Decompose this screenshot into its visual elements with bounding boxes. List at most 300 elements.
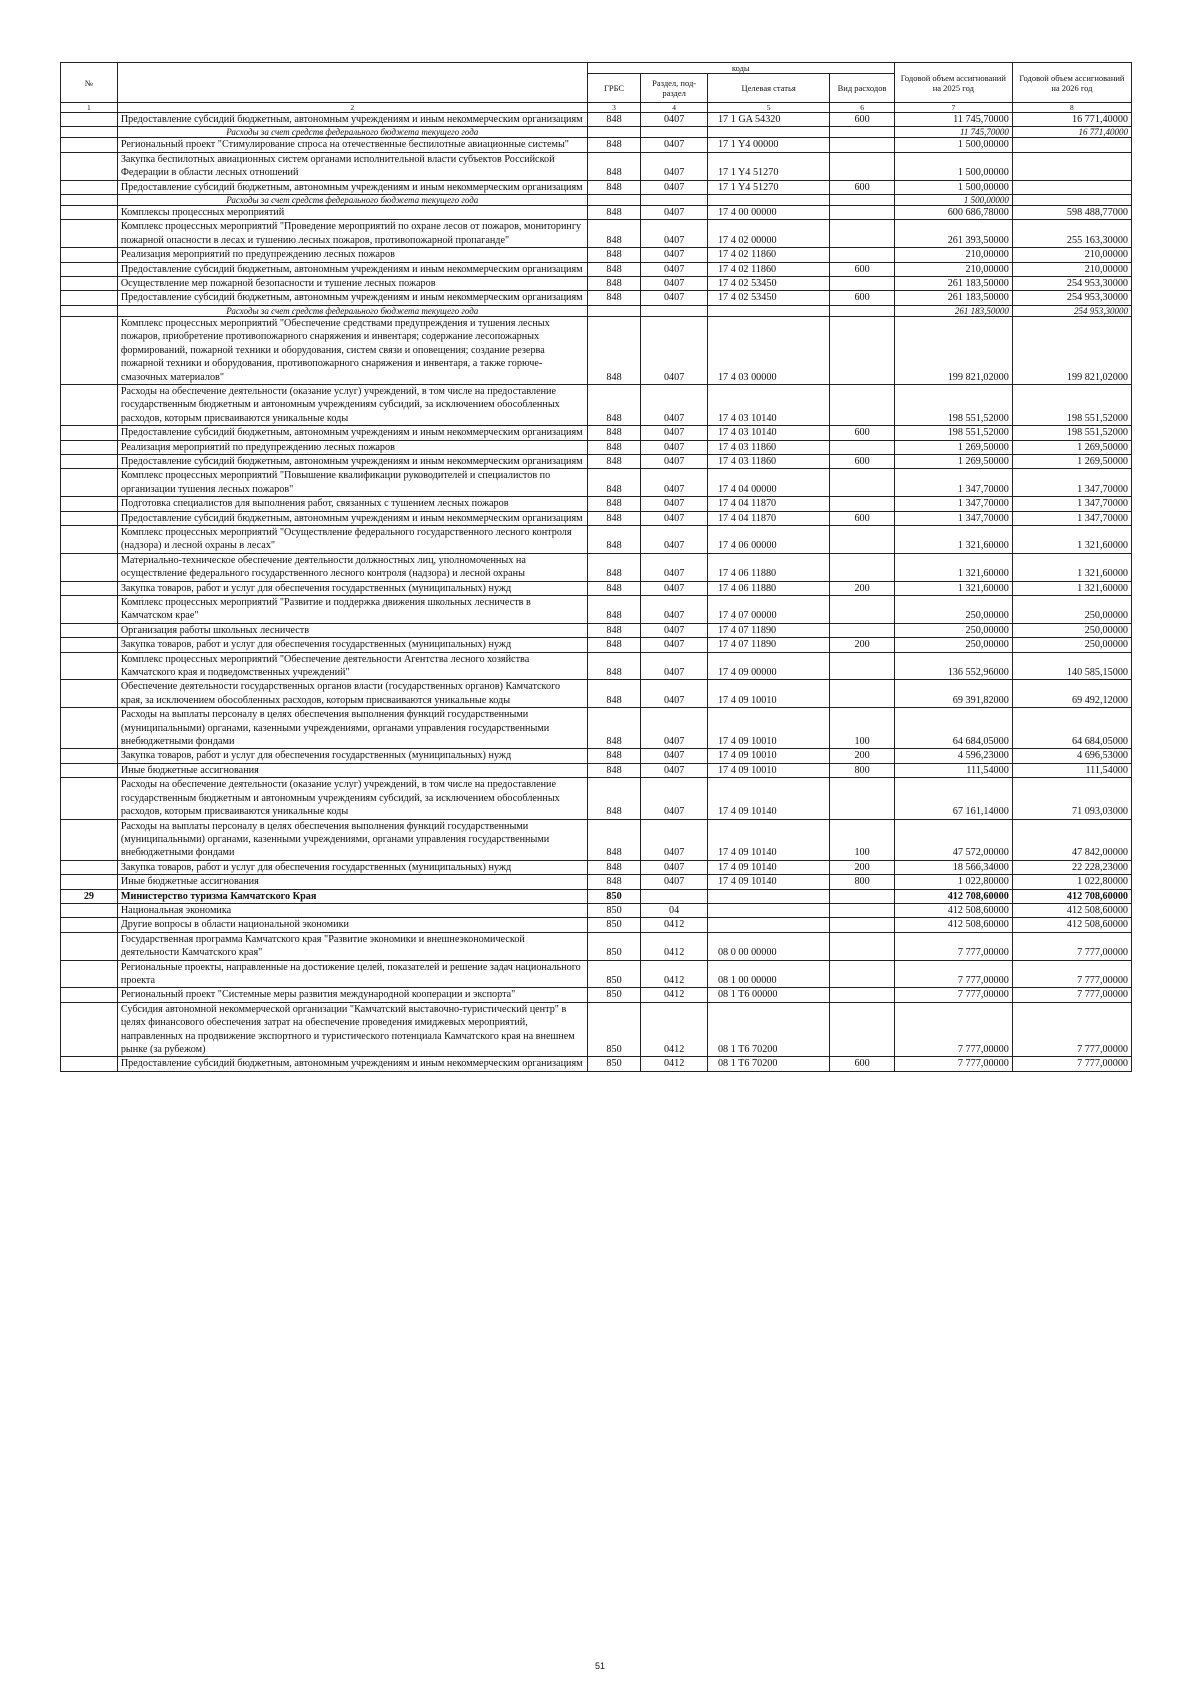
row-razdel: 0407 (641, 262, 708, 276)
row-grbs: 848 (587, 152, 641, 180)
row-number (61, 248, 118, 262)
table-row (61, 426, 1132, 440)
row-amount-2026: 198 551,52000 (1012, 426, 1131, 440)
row-vid: 600 (830, 454, 894, 468)
row-target: 17 4 02 11860 (707, 262, 829, 276)
row-number (61, 127, 118, 138)
row-vid: 800 (830, 763, 894, 777)
row-name: Расходы за счет средств федерального бюджета текущего года (117, 195, 587, 206)
row-razdel: 0407 (641, 553, 708, 581)
row-razdel: 0407 (641, 819, 708, 860)
row-amount-2026: 71 093,03000 (1012, 778, 1131, 819)
row-number (61, 206, 118, 220)
row-name: Комплекс процессных мероприятий "Осуществление федерального государственного лесного контроля (надзора) и лесной охраны в лесах" (117, 525, 587, 553)
row-number (61, 195, 118, 206)
row-amount-2025: 1 500,00000 (894, 180, 1012, 194)
row-target: 17 4 09 10010 (707, 749, 829, 763)
table-row (61, 889, 1132, 903)
table-row (61, 581, 1132, 595)
row-target (707, 889, 829, 903)
source-note-row (61, 305, 1132, 316)
row-target: 17 4 03 00000 (707, 316, 829, 384)
row-amount-2026: 250,00000 (1012, 596, 1131, 624)
row-grbs (587, 305, 641, 316)
row-vid (830, 127, 894, 138)
row-amount-2025: 7 777,00000 (894, 1057, 1012, 1071)
row-grbs: 848 (587, 291, 641, 305)
header-grbs: ГРБС (587, 74, 641, 103)
row-name: Материально-техническое обеспечение деятельности должностных лиц, уполномоченных на осуществление федерального государственного лесного контроля (надзора) и лесной охраны (117, 553, 587, 581)
row-amount-2025: 1 269,50000 (894, 454, 1012, 468)
row-grbs: 848 (587, 763, 641, 777)
row-grbs: 848 (587, 525, 641, 553)
row-amount-2026: 250,00000 (1012, 638, 1131, 652)
row-vid (830, 960, 894, 988)
row-number (61, 220, 118, 248)
table-row (61, 525, 1132, 553)
row-grbs: 848 (587, 596, 641, 624)
row-amount-2025: 1 500,00000 (894, 195, 1012, 206)
row-amount-2025: 1 347,70000 (894, 511, 1012, 525)
row-grbs: 848 (587, 454, 641, 468)
row-razdel: 0407 (641, 316, 708, 384)
header-vid: Вид расходов (830, 74, 894, 103)
row-grbs: 848 (587, 652, 641, 680)
row-number (61, 440, 118, 454)
row-name: Иные бюджетные ассигнования (117, 763, 587, 777)
table-row (61, 316, 1132, 384)
row-razdel (641, 127, 708, 138)
row-number (61, 638, 118, 652)
row-name: Субсидия автономной некоммерческой организации "Камчатский выставочно-туристический центр" в целях финансового обеспечения затрат на обеспечение проведения имиджевых мероприятий, направленных на продвижение экспортного и туристического потенциала Камчатского края на внешнем рынке (за рубежом) (117, 1002, 587, 1057)
row-name: Расходы на обеспечение деятельности (оказание услуг) учреждений, в том числе на предоставление государственным бюджетным и автономным учреждениям субсидий, за исключением обособленных расходов, которым присваиваются уникальные коды (117, 778, 587, 819)
row-vid (830, 220, 894, 248)
row-amount-2025: 7 777,00000 (894, 960, 1012, 988)
row-name: Расходы за счет средств федерального бюджета текущего года (117, 305, 587, 316)
row-amount-2026: 64 684,05000 (1012, 708, 1131, 749)
row-amount-2025: 250,00000 (894, 638, 1012, 652)
row-target (707, 918, 829, 932)
row-number (61, 426, 118, 440)
row-razdel: 0412 (641, 988, 708, 1002)
row-number (61, 384, 118, 425)
table-row (61, 152, 1132, 180)
row-vid (830, 623, 894, 637)
row-amount-2026: 69 492,12000 (1012, 680, 1131, 708)
row-vid (830, 918, 894, 932)
row-razdel: 0407 (641, 454, 708, 468)
row-amount-2025: 1 022,80000 (894, 875, 1012, 889)
row-grbs: 848 (587, 262, 641, 276)
row-vid: 600 (830, 511, 894, 525)
row-amount-2025: 1 321,60000 (894, 525, 1012, 553)
row-vid (830, 206, 894, 220)
budget-sheet (60, 62, 1132, 1072)
row-target: 17 4 04 11870 (707, 511, 829, 525)
row-grbs: 848 (587, 220, 641, 248)
row-amount-2026: 199 821,02000 (1012, 316, 1131, 384)
table-row (61, 113, 1132, 127)
table-row (61, 440, 1132, 454)
table-row (61, 918, 1132, 932)
row-name: Комплексы процессных мероприятий (117, 206, 587, 220)
row-name: Реализация мероприятий по предупреждению лесных пожаров (117, 248, 587, 262)
row-grbs: 848 (587, 553, 641, 581)
table-row (61, 638, 1132, 652)
row-name: Обеспечение деятельности государственных органов власти (государственных органов) Камчатского края, за исключением обособленных расходов, которым присваиваются уникальные коды (117, 680, 587, 708)
row-target (707, 195, 829, 206)
row-razdel: 0412 (641, 1002, 708, 1057)
row-amount-2025: 412 508,60000 (894, 903, 1012, 917)
row-amount-2025: 1 269,50000 (894, 440, 1012, 454)
row-number (61, 652, 118, 680)
row-amount-2025: 261 183,50000 (894, 291, 1012, 305)
row-amount-2026: 7 777,00000 (1012, 1057, 1131, 1071)
row-razdel: 0407 (641, 525, 708, 553)
row-number (61, 903, 118, 917)
row-amount-2025: 11 745,70000 (894, 113, 1012, 127)
row-name: Региональные проекты, направленные на достижение целей, показателей и решение задач национального проекта (117, 960, 587, 988)
row-number (61, 1002, 118, 1057)
table-row (61, 454, 1132, 468)
row-number (61, 708, 118, 749)
row-amount-2025: 7 777,00000 (894, 988, 1012, 1002)
row-amount-2026: 1 347,70000 (1012, 497, 1131, 511)
row-number (61, 875, 118, 889)
row-number (61, 316, 118, 384)
row-target: 17 4 06 00000 (707, 525, 829, 553)
row-grbs: 848 (587, 511, 641, 525)
row-amount-2026: 1 321,60000 (1012, 525, 1131, 553)
row-grbs: 850 (587, 889, 641, 903)
row-razdel: 0407 (641, 248, 708, 262)
row-target: 17 4 03 11860 (707, 440, 829, 454)
row-number: 29 (61, 889, 118, 903)
row-vid: 600 (830, 1057, 894, 1071)
row-amount-2026: 254 953,30000 (1012, 291, 1131, 305)
row-grbs (587, 127, 641, 138)
header-name (117, 63, 587, 103)
row-target: 17 4 07 11890 (707, 623, 829, 637)
row-vid (830, 469, 894, 497)
row-name: Предоставление субсидий бюджетным, автономным учреждениям и иным некоммерческим организациям (117, 291, 587, 305)
row-name: Государственная программа Камчатского края "Развитие экономики и внешнеэкономической деятельности Камчатского края" (117, 932, 587, 960)
table-body (61, 113, 1132, 1072)
row-amount-2026: 1 321,60000 (1012, 581, 1131, 595)
row-amount-2026: 1 347,70000 (1012, 469, 1131, 497)
row-target: 17 4 09 10010 (707, 763, 829, 777)
row-amount-2026: 254 953,30000 (1012, 277, 1131, 291)
row-amount-2025: 64 684,05000 (894, 708, 1012, 749)
table-row (61, 220, 1132, 248)
row-amount-2026: 111,54000 (1012, 763, 1131, 777)
row-grbs (587, 195, 641, 206)
row-target: 17 4 03 11860 (707, 454, 829, 468)
row-razdel: 0407 (641, 384, 708, 425)
row-razdel: 0407 (641, 680, 708, 708)
table-row (61, 497, 1132, 511)
row-target: 17 1 Y4 51270 (707, 152, 829, 180)
row-amount-2025: 261 183,50000 (894, 305, 1012, 316)
row-grbs: 850 (587, 988, 641, 1002)
row-number (61, 277, 118, 291)
row-number (61, 918, 118, 932)
row-razdel: 0407 (641, 291, 708, 305)
row-target (707, 305, 829, 316)
row-razdel: 0407 (641, 206, 708, 220)
row-amount-2025: 198 551,52000 (894, 426, 1012, 440)
row-grbs: 848 (587, 180, 641, 194)
row-vid (830, 680, 894, 708)
row-number (61, 180, 118, 194)
row-amount-2026: 1 321,60000 (1012, 553, 1131, 581)
row-target: 17 4 09 10010 (707, 708, 829, 749)
row-vid (830, 138, 894, 152)
row-target: 08 1 T6 00000 (707, 988, 829, 1002)
row-target (707, 903, 829, 917)
row-grbs: 848 (587, 277, 641, 291)
row-razdel: 0412 (641, 932, 708, 960)
row-amount-2026: 16 771,40000 (1012, 113, 1131, 127)
row-razdel: 0407 (641, 860, 708, 874)
row-razdel: 0407 (641, 440, 708, 454)
table-row (61, 819, 1132, 860)
column-number: 7 (894, 103, 1012, 113)
row-target: 17 4 09 10140 (707, 778, 829, 819)
row-target (707, 127, 829, 138)
row-razdel: 0407 (641, 138, 708, 152)
row-amount-2026: 412 508,60000 (1012, 903, 1131, 917)
table-row (61, 1057, 1132, 1071)
table-row (61, 875, 1132, 889)
column-number: 5 (707, 103, 829, 113)
row-target: 17 4 07 00000 (707, 596, 829, 624)
row-number (61, 988, 118, 1002)
row-grbs: 848 (587, 384, 641, 425)
row-grbs: 848 (587, 875, 641, 889)
row-target: 17 4 03 10140 (707, 426, 829, 440)
row-amount-2025: 1 321,60000 (894, 581, 1012, 595)
row-vid (830, 932, 894, 960)
table-row (61, 680, 1132, 708)
row-razdel: 0407 (641, 778, 708, 819)
row-target: 17 4 00 00000 (707, 206, 829, 220)
row-number (61, 623, 118, 637)
row-grbs: 848 (587, 623, 641, 637)
row-number (61, 778, 118, 819)
row-amount-2026: 1 269,50000 (1012, 440, 1131, 454)
row-vid (830, 778, 894, 819)
row-amount-2026 (1012, 138, 1131, 152)
table-row (61, 553, 1132, 581)
row-grbs: 850 (587, 1057, 641, 1071)
row-grbs: 848 (587, 316, 641, 384)
row-name: Предоставление субсидий бюджетным, автономным учреждениям и иным некоммерческим организациям (117, 113, 587, 127)
row-name: Иные бюджетные ассигнования (117, 875, 587, 889)
row-razdel (641, 889, 708, 903)
table-row (61, 262, 1132, 276)
row-razdel: 0407 (641, 426, 708, 440)
table-row (61, 988, 1132, 1002)
row-vid (830, 384, 894, 425)
column-number: 8 (1012, 103, 1131, 113)
row-amount-2026: 198 551,52000 (1012, 384, 1131, 425)
row-vid (830, 889, 894, 903)
table-row (61, 778, 1132, 819)
row-vid (830, 652, 894, 680)
row-razdel: 0407 (641, 875, 708, 889)
row-vid (830, 316, 894, 384)
table-row (61, 652, 1132, 680)
table-row (61, 960, 1132, 988)
row-grbs: 848 (587, 426, 641, 440)
row-name: Комплекс процессных мероприятий "Проведение мероприятий по охране лесов от пожаров, мониторингу пожарной опасности в лесах и тушению лесных пожаров, противопожарной пропаганде" (117, 220, 587, 248)
row-name: Закупка товаров, работ и услуг для обеспечения государственных (муниципальных) нужд (117, 749, 587, 763)
row-target: 17 4 07 11890 (707, 638, 829, 652)
row-razdel: 0407 (641, 652, 708, 680)
row-razdel: 0407 (641, 152, 708, 180)
row-target: 17 4 06 11880 (707, 553, 829, 581)
source-note-row (61, 127, 1132, 138)
row-number (61, 305, 118, 316)
row-grbs: 848 (587, 497, 641, 511)
row-grbs: 850 (587, 960, 641, 988)
row-grbs: 848 (587, 749, 641, 763)
row-amount-2026: 22 228,23000 (1012, 860, 1131, 874)
row-amount-2026: 7 777,00000 (1012, 932, 1131, 960)
row-number (61, 291, 118, 305)
row-vid: 200 (830, 638, 894, 652)
row-name: Подготовка специалистов для выполнения работ, связанных с тушением лесных пожаров (117, 497, 587, 511)
header-num: № (61, 63, 118, 103)
row-amount-2026 (1012, 180, 1131, 194)
row-number (61, 819, 118, 860)
row-grbs: 848 (587, 680, 641, 708)
table-row (61, 206, 1132, 220)
row-amount-2025: 136 552,96000 (894, 652, 1012, 680)
table-row (61, 903, 1132, 917)
row-amount-2025: 250,00000 (894, 596, 1012, 624)
header-2025: Годовой объем ассигнований на 2025 год (894, 63, 1012, 103)
row-razdel: 0407 (641, 749, 708, 763)
table-row (61, 138, 1132, 152)
budget-table (60, 62, 1132, 1072)
row-amount-2025: 198 551,52000 (894, 384, 1012, 425)
row-number (61, 511, 118, 525)
row-name: Комплекс процессных мероприятий "Развитие и поддержка движения школьных лесничеств в Камчатском крае" (117, 596, 587, 624)
row-razdel: 0412 (641, 918, 708, 932)
row-amount-2026: 412 708,60000 (1012, 889, 1131, 903)
row-amount-2026: 16 771,40000 (1012, 127, 1131, 138)
column-number: 3 (587, 103, 641, 113)
row-razdel: 04 (641, 903, 708, 917)
table-row (61, 291, 1132, 305)
row-amount-2025: 7 777,00000 (894, 1002, 1012, 1057)
row-vid (830, 305, 894, 316)
row-number (61, 152, 118, 180)
row-vid (830, 497, 894, 511)
row-target: 17 1 Y4 00000 (707, 138, 829, 152)
row-grbs: 848 (587, 778, 641, 819)
row-amount-2025: 47 572,00000 (894, 819, 1012, 860)
row-target: 17 4 03 10140 (707, 384, 829, 425)
table-row (61, 596, 1132, 624)
row-target: 17 1 GA 54320 (707, 113, 829, 127)
column-number: 2 (117, 103, 587, 113)
row-name: Предоставление субсидий бюджетным, автономным учреждениям и иным некоммерческим организациям (117, 262, 587, 276)
row-amount-2026: 254 953,30000 (1012, 305, 1131, 316)
row-target: 17 4 04 11870 (707, 497, 829, 511)
row-name: Предоставление субсидий бюджетным, автономным учреждениям и иным некоммерческим организациям (117, 1057, 587, 1071)
row-number (61, 596, 118, 624)
row-amount-2025: 412 708,60000 (894, 889, 1012, 903)
row-vid: 100 (830, 819, 894, 860)
row-name: Министерство туризма Камчатского Края (117, 889, 587, 903)
row-grbs: 848 (587, 206, 641, 220)
row-amount-2026 (1012, 195, 1131, 206)
row-name: Предоставление субсидий бюджетным, автономным учреждениям и иным некоммерческим организациям (117, 511, 587, 525)
row-razdel (641, 305, 708, 316)
row-vid (830, 525, 894, 553)
row-grbs: 850 (587, 1002, 641, 1057)
row-razdel: 0407 (641, 581, 708, 595)
row-name: Закупка товаров, работ и услуг для обеспечения государственных (муниципальных) нужд (117, 581, 587, 595)
row-target: 17 4 04 00000 (707, 469, 829, 497)
row-name: Расходы за счет средств федерального бюджета текущего года (117, 127, 587, 138)
row-number (61, 113, 118, 127)
row-amount-2025: 111,54000 (894, 763, 1012, 777)
row-amount-2026: 598 488,77000 (1012, 206, 1131, 220)
row-razdel: 0407 (641, 596, 708, 624)
row-vid: 200 (830, 581, 894, 595)
row-grbs: 848 (587, 440, 641, 454)
row-vid (830, 152, 894, 180)
row-amount-2025: 199 821,02000 (894, 316, 1012, 384)
row-grbs: 850 (587, 903, 641, 917)
row-amount-2026: 4 696,53000 (1012, 749, 1131, 763)
row-amount-2026: 250,00000 (1012, 623, 1131, 637)
row-target: 08 0 00 00000 (707, 932, 829, 960)
header-2026: Годовой объем ассигнований на 2026 год (1012, 63, 1131, 103)
row-razdel: 0407 (641, 708, 708, 749)
row-name: Расходы на обеспечение деятельности (оказание услуг) учреждений, в том числе на предоставление государственным бюджетным и автономным учреждениям субсидий, за исключением обособленных расходов, которым присваиваются уникальные коды (117, 384, 587, 425)
row-name: Другие вопросы в области национальной экономики (117, 918, 587, 932)
row-number (61, 454, 118, 468)
row-target: 08 1 T6 70200 (707, 1057, 829, 1071)
row-vid: 600 (830, 180, 894, 194)
row-target: 17 4 02 53450 (707, 277, 829, 291)
header-target: Целевая статья (707, 74, 829, 103)
row-grbs: 848 (587, 113, 641, 127)
row-vid: 200 (830, 860, 894, 874)
row-number (61, 525, 118, 553)
row-number (61, 553, 118, 581)
row-number (61, 469, 118, 497)
row-amount-2026: 412 508,60000 (1012, 918, 1131, 932)
row-vid: 600 (830, 262, 894, 276)
row-amount-2025: 1 500,00000 (894, 138, 1012, 152)
row-razdel: 0412 (641, 960, 708, 988)
row-target: 17 4 02 53450 (707, 291, 829, 305)
row-razdel: 0407 (641, 469, 708, 497)
row-name: Осуществление мер пожарной безопасности и тушение лесных пожаров (117, 277, 587, 291)
row-vid (830, 553, 894, 581)
row-target: 17 4 09 10010 (707, 680, 829, 708)
table-row (61, 1002, 1132, 1057)
table-row (61, 277, 1132, 291)
row-grbs: 848 (587, 581, 641, 595)
row-grbs: 848 (587, 819, 641, 860)
